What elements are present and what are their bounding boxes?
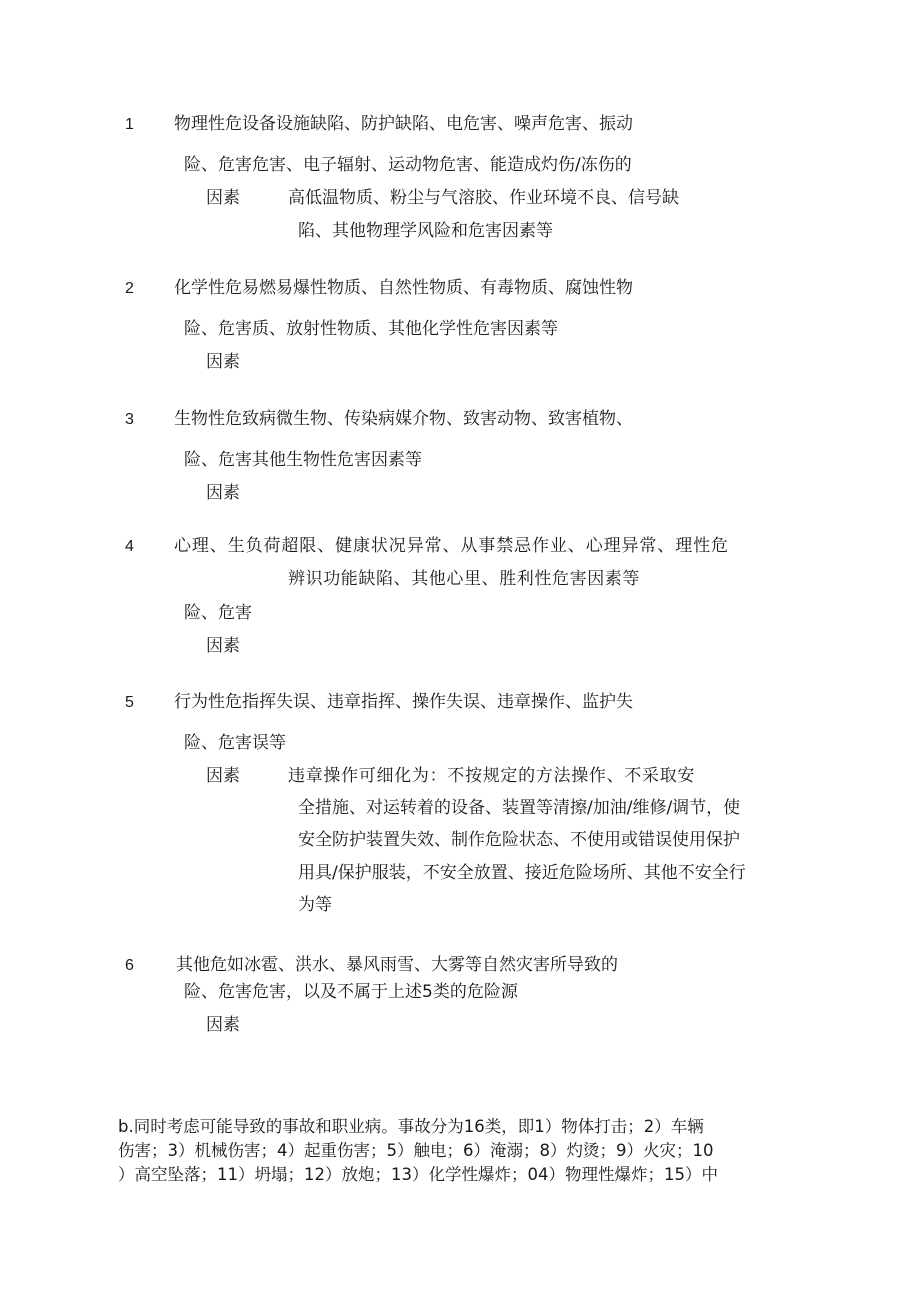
row-5-line-6: 安全防护装置失效、制作危险状态、不使用或错误使用保护 xyxy=(298,830,740,850)
row-5-line-3: 因素 xyxy=(206,766,240,786)
row-1-line-4: 高低温物质、粉尘与气溶胶、作业环境不良、信号缺 xyxy=(288,188,679,208)
footer-line-3: ）高空坠落；11）坍塌；12）放炮；13）化学性爆炸；04）物理性爆炸；15）中 xyxy=(118,1165,718,1184)
row-2-line-2: 险、危害质、放射性物质、其他化学性危害因素等 xyxy=(184,319,558,339)
row-6-line-2: 险、危害危害，以及不属于上述5类的危险源 xyxy=(184,982,518,1002)
row-5-line-7: 用具/保护服装，不安全放置、接近危险场所、其他不安全行 xyxy=(298,863,746,883)
row-2-line-3: 因素 xyxy=(206,352,240,372)
row-4-number: 4 xyxy=(125,538,134,555)
row-2-line-1: 化学性危易燃易爆性物质、自然性物质、有毒物质、腐蚀性物 xyxy=(174,278,633,298)
row-3-number: 3 xyxy=(125,411,134,428)
row-4-line-1: 心理、生负荷超限、健康状况异常、从事禁忌作业、心理异常、理性危 xyxy=(174,536,729,556)
row-5-line-5: 全措施、对运转着的设备、装置等清擦/加油/维修/调节，使 xyxy=(298,798,741,818)
row-5-number: 5 xyxy=(125,694,134,711)
row-3-line-1: 生物性危致病微生物、传染病媒介物、致害动物、致害植物、 xyxy=(174,409,633,429)
row-5-line-2: 险、危害误等 xyxy=(184,733,286,753)
row-1-line-2: 险、危害危害、电子辐射、运动物危害、能造成灼伤/冻伤的 xyxy=(184,155,632,175)
row-2-number: 2 xyxy=(125,280,134,297)
row-3-line-2: 险、危害其他生物性危害因素等 xyxy=(184,450,422,470)
row-3-line-3: 因素 xyxy=(206,483,240,503)
row-4-line-3: 险、危害 xyxy=(184,603,252,623)
footer-line-1: b.同时考虑可能导致的事故和职业病。事故分为16类，即1）物体打击；2）车辆 xyxy=(118,1117,704,1136)
footer-line-2: 伤害；3）机械伤害；4）起重伤害；5）触电；6）淹溺；8）灼烫；9）火灾；10 xyxy=(118,1141,714,1160)
row-5-line-4: 违章操作可细化为：不按规定的方法操作、不采取安 xyxy=(288,766,696,786)
row-1-number: 1 xyxy=(125,116,134,133)
row-1-line-3: 因素 xyxy=(206,188,240,208)
row-4-line-2: 辨识功能缺陷、其他心里、胜利性危害因素等 xyxy=(288,569,640,589)
row-4-line-4: 因素 xyxy=(206,636,240,656)
row-5-line-1: 行为性危指挥失误、违章指挥、操作失误、违章操作、监护失 xyxy=(174,692,633,712)
row-6-number: 6 xyxy=(125,957,134,974)
row-1-line-5: 陷、其他物理学风险和危害因素等 xyxy=(298,221,553,241)
row-5-line-8: 为等 xyxy=(298,895,332,915)
row-1-line-1: 物理性危设备设施缺陷、防护缺陷、电危害、噪声危害、振动 xyxy=(174,114,633,134)
row-6-line-1: 其他危如冰雹、洪水、暴风雨雪、大雾等自然灾害所导致的 xyxy=(176,955,618,975)
row-6-line-3: 因素 xyxy=(206,1015,240,1035)
